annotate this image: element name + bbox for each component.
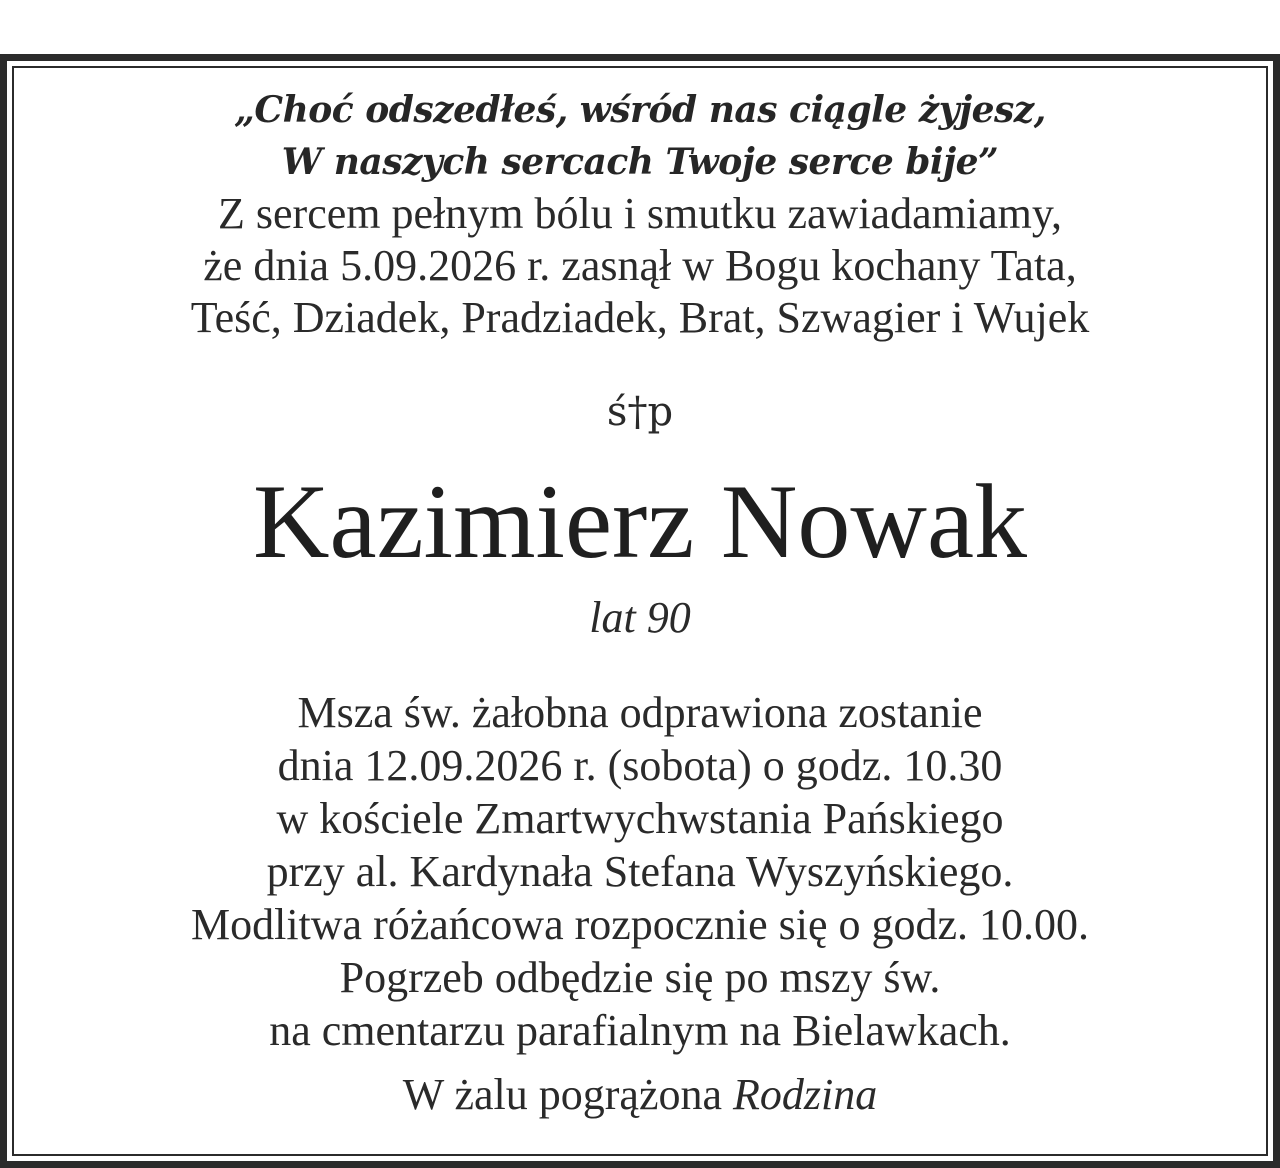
signature-family: Rodzina <box>733 1070 878 1119</box>
signature-prefix: W żalu pogrążona <box>402 1070 723 1119</box>
deceased-name: Kazimierz Nowak <box>252 463 1028 580</box>
details-line-2: dnia 12.09.2026 r. (sobota) o godz. 10.30 <box>277 741 1003 790</box>
quote-line-2: W naszych sercach Twoje serce bije” <box>281 141 999 183</box>
details-line-1: Msza św. żałobna odprawiona zostanie <box>297 688 983 737</box>
announcement-line-1: Z sercem pełnym bólu i smutku zawiadamiamy, <box>218 189 1062 238</box>
details-line-7: na cmentarzu parafialnym na Bielawkach. <box>269 1006 1011 1055</box>
announcement-line-2: że dnia 5.09.2026 r. zasnął w Bogu kochany Tata, <box>203 241 1077 290</box>
obituary-notice <box>14 68 1266 1121</box>
funeral-details <box>14 686 1266 1057</box>
details-line-6: Pogrzeb odbędzie się po mszy św. <box>339 953 941 1002</box>
quote-line-1: „Choć odszedłeś, wśród nas ciągle żyjesz, <box>234 89 1046 131</box>
details-line-3: w kościele Zmartwychwstania Pańskiego <box>276 794 1004 843</box>
signature <box>14 1069 1266 1121</box>
details-line-4: przy al. Kardynała Stefana Wyszyńskiego. <box>266 847 1014 896</box>
deceased-age: lat 90 <box>589 593 691 642</box>
announcement-text <box>14 188 1266 344</box>
stp-mark: ś†p <box>606 389 674 435</box>
memorial-quote <box>14 84 1266 188</box>
details-line-5: Modlitwa różańcowa rozpocznie się o godz. 10.00. <box>190 900 1090 949</box>
announcement-line-3: Teść, Dziadek, Pradziadek, Brat, Szwagier i Wujek <box>190 293 1090 342</box>
